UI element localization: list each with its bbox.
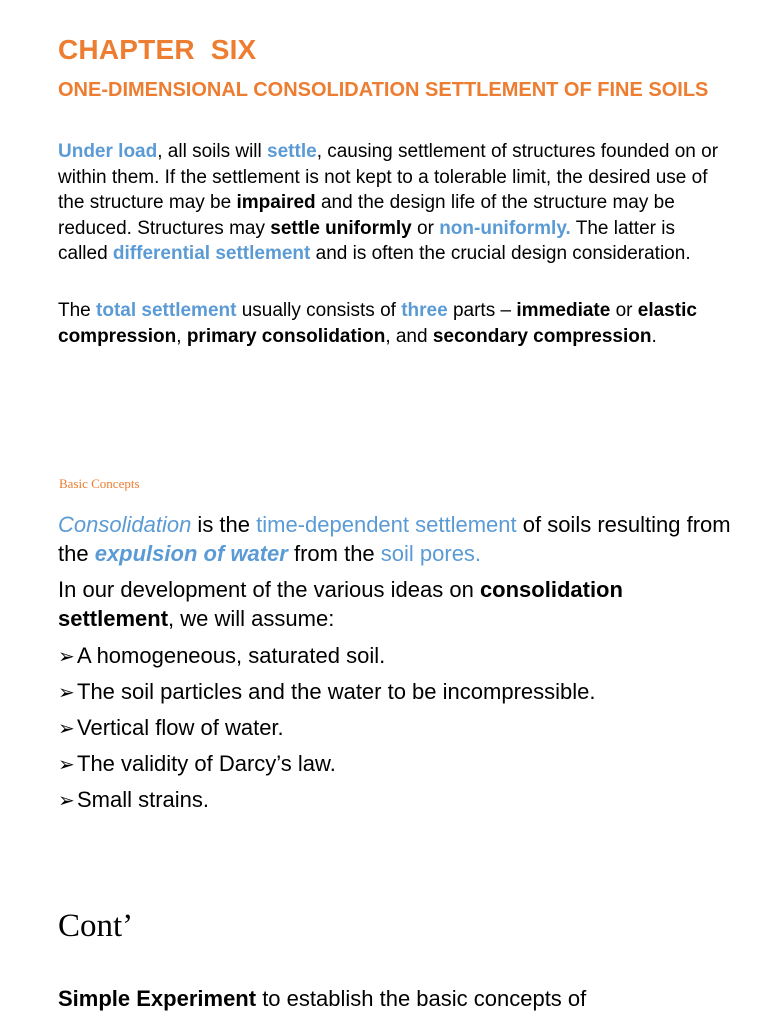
assumptions-intro [58, 575, 738, 633]
term-settle-uniformly: settle uniformly [270, 217, 412, 239]
text-span: , causing settlement of structures founded on or within them. If the settlement is not kept to a tolerable limit, the desired use of the structure may be [58, 141, 719, 213]
arrow-bullet-icon: ➢ [58, 682, 75, 704]
term-expulsion-of-water: expulsion of water [94, 541, 288, 566]
assumption-list [58, 641, 595, 821]
text-span: . [651, 325, 657, 347]
chapter-title: CHAPTER SIX [58, 34, 257, 65]
term-differential-settlement: differential settlement [112, 243, 311, 264]
intro-paragraph-settlement [58, 139, 726, 267]
arrow-bullet-icon: ➢ [58, 718, 75, 740]
term-impaired: impaired [236, 192, 316, 213]
text-span: usually consists of [236, 300, 402, 321]
term-simple-experiment: Simple Experiment [58, 986, 257, 1011]
list-item [58, 641, 595, 677]
section-heading-basic-concepts: Basic Concepts [59, 476, 140, 491]
text-span: In our development of the various ideas on [58, 577, 480, 602]
assumption-text: The soil particles and the water to be incompressible. [77, 679, 596, 704]
term-immediate: immediate [516, 300, 611, 321]
term-consolidation: Consolidation [58, 512, 192, 537]
text-span: and the design life of the structure may be reduced. Structures may [58, 192, 675, 239]
assumption-text: Small strains. [77, 787, 210, 812]
intro-paragraph-total-settlement [58, 298, 726, 349]
text-span: is the [191, 512, 257, 537]
arrow-bullet-icon: ➢ [58, 754, 75, 776]
term-settle: settle [267, 141, 317, 162]
text-span: or [610, 300, 638, 321]
text-span: , all soils will [157, 141, 268, 162]
term-elastic-compression: elastic compression [58, 300, 697, 347]
term-secondary-compression: secondary compression [432, 325, 652, 347]
assumption-text: A homogeneous, saturated soil. [77, 643, 386, 668]
consolidation-definition [58, 510, 738, 568]
term-time-dependent-settlement: time-dependent settlement [256, 512, 517, 537]
text-span: , and [385, 325, 433, 347]
text-span: The latter is called [58, 217, 675, 264]
term-under-load: Under load [58, 141, 158, 162]
term-primary-consolidation: primary consolidation [186, 325, 386, 347]
text-span: of soils resulting from the [58, 512, 731, 566]
assumption-text: Vertical flow of water. [77, 715, 284, 740]
term-soil-pores: soil pores. [380, 541, 482, 566]
text-span: parts – [447, 300, 517, 321]
text-span: , we will assume: [168, 606, 335, 631]
assumption-text: The validity of Darcy’s law. [77, 751, 336, 776]
list-item [58, 785, 595, 821]
list-item [58, 713, 595, 749]
simple-experiment-paragraph [58, 984, 748, 1014]
text-span: and is often the crucial design consideration. [310, 243, 691, 264]
arrow-bullet-icon: ➢ [58, 790, 75, 812]
chapter-subtitle: ONE-DIMENSIONAL CONSOLIDATION SETTLEMENT OF FINE SOILS [58, 79, 709, 101]
text-span: or [411, 217, 440, 239]
text-span: from the [287, 541, 381, 566]
cont-heading: Cont’ [58, 908, 134, 944]
text-span: , [176, 325, 187, 347]
term-total-settlement: total settlement [96, 300, 237, 321]
arrow-bullet-icon: ➢ [58, 646, 75, 668]
text-span: The [58, 300, 97, 321]
list-item [58, 677, 595, 713]
term-non-uniformly: non-uniformly. [439, 217, 571, 239]
term-consolidation-settlement: consolidation settlement [58, 577, 623, 631]
text-span: to establish the basic concepts of [256, 986, 587, 1011]
term-three: three [401, 300, 448, 321]
list-item [58, 749, 595, 785]
